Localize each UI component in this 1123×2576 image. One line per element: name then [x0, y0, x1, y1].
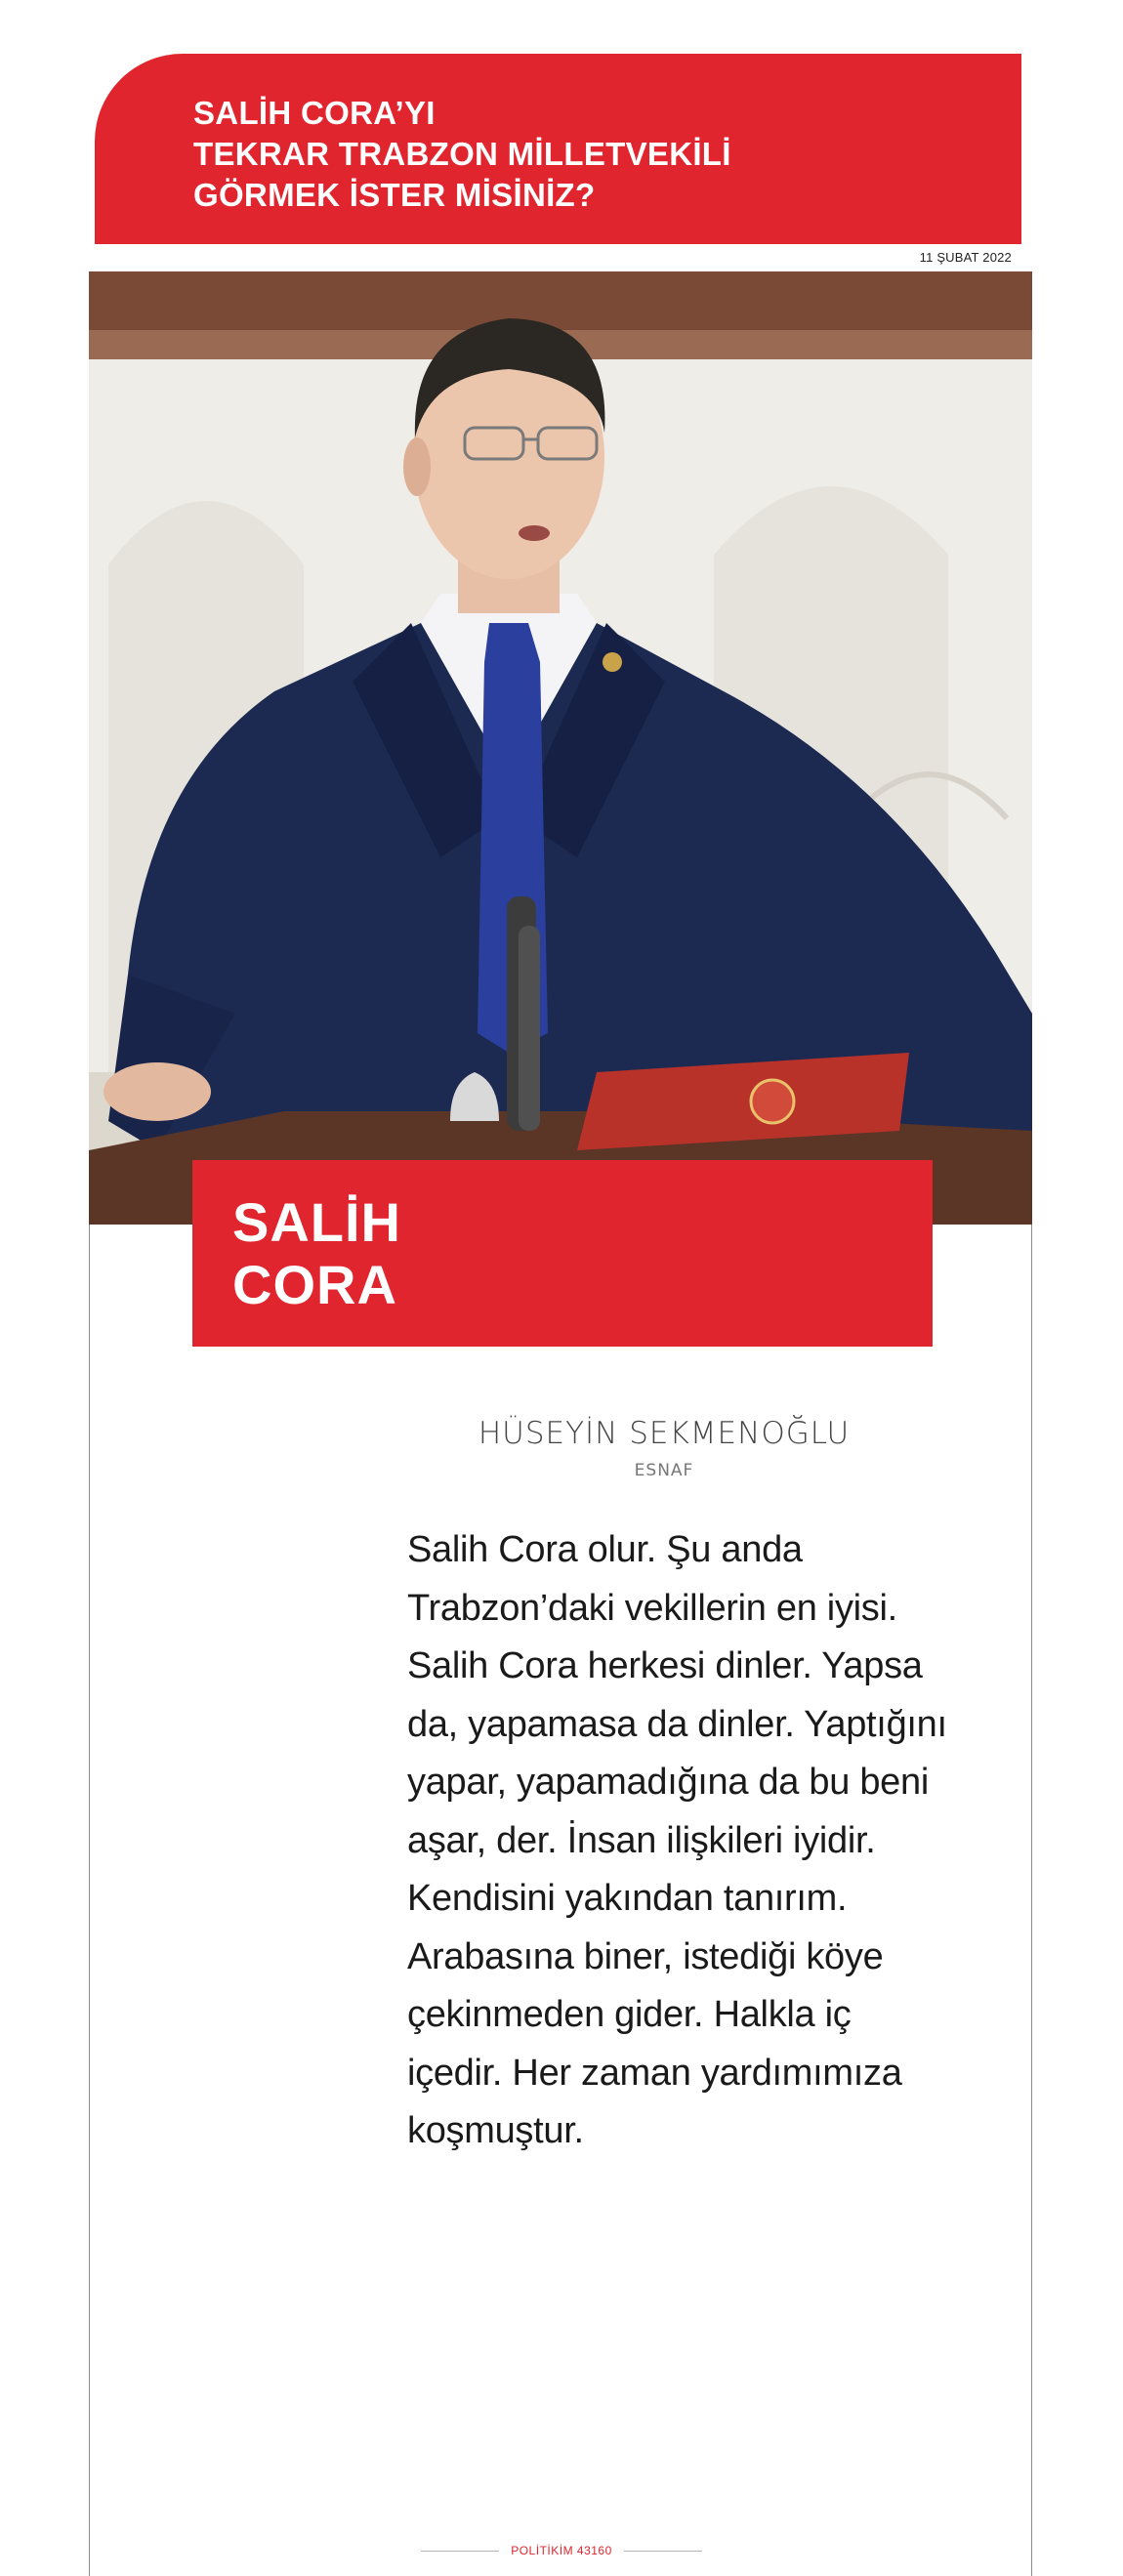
quote-line: yapar, yapamadığına da bu beni: [407, 1762, 929, 1803]
quote-line: Salih Cora olur. Şu anda: [407, 1529, 803, 1570]
quote-text: [407, 1521, 954, 2161]
quote-line: Arabasına biner, istediği köye: [407, 1935, 884, 1977]
publish-date: 11 ŞUBAT 2022: [919, 250, 1012, 265]
respondent-name: HÜSEYİN SEKMENOĞLU: [478, 1416, 851, 1451]
quote-line: içedir. Her zaman yardımımıza: [407, 2052, 902, 2094]
quote-line: çekinmeden gider. Halkla iç: [407, 1994, 852, 2035]
page-footer: [420, 2544, 703, 2557]
quote-line: Trabzon’daki vekillerin en iyisi.: [407, 1587, 897, 1629]
subject-name-plate: [192, 1160, 933, 1347]
quote-line: da, yapamasa da dinler. Yaptığını: [407, 1703, 947, 1745]
quote-line: koşmuştur.: [407, 2110, 584, 2151]
podium-speaker-illustration: [89, 271, 1032, 1225]
quote-line: Salih Cora herkesi dinler. Yapsa: [407, 1645, 923, 1686]
footer-rule-right: [624, 2551, 702, 2552]
headline-line: SALİH CORA’YI: [193, 95, 436, 131]
headline-line: TEKRAR TRABZON MİLLETVEKİLİ: [193, 136, 731, 172]
subject-name-line: SALİH: [232, 1191, 401, 1253]
quote-line: Kendisini yakından tanırım.: [407, 1878, 848, 1919]
footer-rule-left: [421, 2551, 499, 2552]
respondent-occupation: ESNAF: [634, 1461, 694, 1480]
headline-line: GÖRMEK İSTER MİSİNİZ?: [193, 177, 596, 213]
footer-label: POLİTİKİM 43160: [511, 2544, 612, 2557]
headline-banner: [95, 54, 1021, 244]
subject-name-line: CORA: [232, 1254, 397, 1315]
politician-photo: [89, 271, 1032, 1225]
quote-line: aşar, der. İnsan ilişkileri iyidir.: [407, 1819, 876, 1861]
